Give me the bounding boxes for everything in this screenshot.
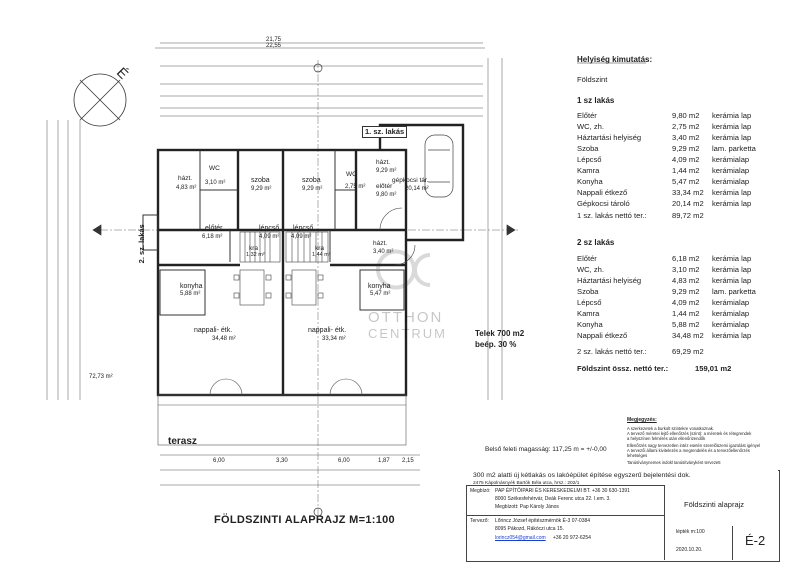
- sheet-title: Földszinti alaprajz: [684, 500, 745, 509]
- room-name: nappali- étk.: [308, 327, 347, 334]
- room-area: 9,80 m²: [376, 192, 397, 198]
- schedule-level: Földszint: [577, 75, 608, 84]
- room-area: 4,83 m²: [176, 185, 197, 191]
- north-arrow: [74, 74, 126, 126]
- grand-total-row: [577, 364, 732, 373]
- client-address: 8000 Székesfehérvár, Deák Ferenc utca 22. I.em. 3.: [495, 496, 611, 502]
- room-name: előtér: [376, 183, 393, 190]
- dim-bottom: 3,30: [276, 458, 288, 464]
- room-name: kra: [315, 245, 325, 252]
- designer-email[interactable]: lorincz054@gmail.com: [495, 535, 546, 541]
- apt1-total-row: [577, 211, 704, 220]
- client: PAP ÉPÍTŐIPARI ÉS KERESKEDELMI BT. +36 30 630-1391: [495, 488, 630, 494]
- apt2-total-label: 2 sz. lakás nettó ter.:: [577, 347, 647, 356]
- dim-top-2: 22,55: [266, 43, 282, 49]
- room-name: konyha: [368, 283, 391, 290]
- apt2-total-row: [577, 347, 704, 356]
- watermark-text: OTTHON: [368, 309, 444, 326]
- dim-bottom: 1,87: [378, 458, 390, 464]
- designer: Lőrincz József építészmérnök É-3 07-0384: [495, 518, 591, 524]
- room-area: 9,29 m²: [376, 168, 397, 174]
- room-name: szoba: [302, 177, 321, 184]
- notes-heading: Megjegyzés:: [627, 417, 657, 423]
- coverage-label: beép. 30 %: [475, 340, 517, 349]
- apt1-total: 89,72 m2: [672, 211, 704, 220]
- room-area: 1,32 m²: [246, 252, 265, 258]
- room-area: 6,18 m²: [202, 234, 223, 240]
- apt1-title: 1 sz lakás: [577, 96, 615, 105]
- room-name: házt.: [373, 240, 388, 247]
- terrace-label: terasz: [168, 436, 197, 447]
- doors: [210, 208, 415, 395]
- apt2-label: 2. sz. lakás: [136, 224, 146, 264]
- room-area: 3,40 m²: [373, 249, 394, 255]
- room-area: 20,14 m²: [405, 186, 429, 192]
- car-outline: [425, 135, 453, 197]
- room-name: WC: [209, 165, 220, 172]
- notes-line: lehetséges: [627, 453, 648, 458]
- watermark-text: CENTRUM: [368, 326, 447, 341]
- room-area: 9,29 m²: [251, 186, 272, 192]
- room-area: 5,88 m²: [180, 291, 201, 297]
- room-name: szoba: [251, 177, 270, 184]
- project-title: 300 m2 alatti új kétlakás os lakóépület építése egyszerű bejelentési dok.: [473, 472, 691, 479]
- room-area: 2,75 m²: [345, 184, 366, 190]
- height-note: Belső feleti magasság: 117,25 m = +/-0,00: [485, 446, 607, 453]
- dim-bottom: 2,15: [402, 458, 414, 464]
- designer-label: Tervező:: [470, 518, 489, 524]
- apt2-title: 2 sz lakás: [577, 238, 615, 247]
- north-label: É: [113, 64, 132, 82]
- dim-bottom: 6,00: [338, 458, 350, 464]
- room-area: 4,09 m²: [291, 234, 312, 240]
- client-rep: Megbízott: Pap Károly János: [495, 504, 559, 510]
- dim-top-1: 21,75: [266, 37, 282, 43]
- dining-tables: [234, 270, 323, 305]
- apt1-label: 1. sz. lakás: [362, 126, 407, 138]
- room-area: 5,47 m²: [370, 291, 391, 297]
- notes-line: a helyszínen felmérés után ellenőrizendők: [627, 436, 706, 441]
- notes-line: A tervezői állami kivitelezés a megrendelés és a tervezőellenőrzés: [627, 448, 750, 453]
- room-name: nappali- étk.: [194, 327, 233, 334]
- plot-area-label: Telek 700 m2: [475, 329, 525, 338]
- designer-phone: +36 20 972-6254: [553, 535, 591, 541]
- notes-line: A tervező méretei lejtő ellenőrzés (szint): a méretek és rétegrendek: [627, 431, 752, 436]
- apt2-total: 69,29 m2: [672, 347, 704, 356]
- dim-bottom: 6,00: [213, 458, 225, 464]
- room-name: házt.: [178, 175, 193, 182]
- sheet-date: 2020.10.20.: [676, 547, 703, 553]
- project-address: 2475 Kápolnásnyék Bartók Béla utca, hrsz.: 202/1: [473, 481, 580, 486]
- client-label: Megbízó:: [470, 488, 491, 494]
- room-name: konyha: [180, 283, 203, 290]
- room-name: gépkocsi tár.: [392, 177, 429, 184]
- apt1-total-label: 1 sz. lakás nettó ter.:: [577, 211, 647, 220]
- room-area: 1,44 m²: [312, 252, 331, 258]
- room-area: 4,09 m²: [259, 234, 280, 240]
- dimension-lines: [47, 43, 502, 485]
- schedule-heading: Helyiség kimutatás:: [577, 55, 653, 64]
- drawing-title: FÖLDSZINTI ALAPRAJZ M=1:100: [214, 514, 395, 526]
- room-name: lépcső: [293, 225, 314, 232]
- room-name: kra: [249, 245, 259, 252]
- room-name: lépcső: [259, 225, 280, 232]
- room-name: WC: [346, 171, 357, 178]
- notes-line: Ellenőrzés nagy tervezetlen intéz esetén szerelőüzemi igazolást igényel: [627, 443, 761, 448]
- room-area: 34,48 m²: [212, 336, 236, 342]
- designer-address: 8095 Pákozd, Rákóczi utca 15.: [495, 526, 564, 532]
- room-area: 9,29 m²: [302, 186, 323, 192]
- outside-area: 72,73 m²: [89, 374, 113, 380]
- room-name: házt.: [376, 159, 391, 166]
- scale-label: lépték m:100: [676, 529, 705, 535]
- grand-total-label: Földszint össz. nettó ter.:: [577, 364, 669, 373]
- room-name: előtér: [205, 225, 223, 232]
- room-area: 33,34 m²: [322, 336, 346, 342]
- sheet-number: É-2: [745, 533, 766, 548]
- notes-line: A szerkezetek a burkolt szintekre vonatkoznak.: [627, 426, 715, 431]
- grand-total: 159,01 m2: [695, 364, 732, 373]
- notes-line: Tanúsíványnemes indokl tanúsítványként tervezett: [627, 460, 721, 465]
- room-area: 3,10 m²: [205, 180, 226, 186]
